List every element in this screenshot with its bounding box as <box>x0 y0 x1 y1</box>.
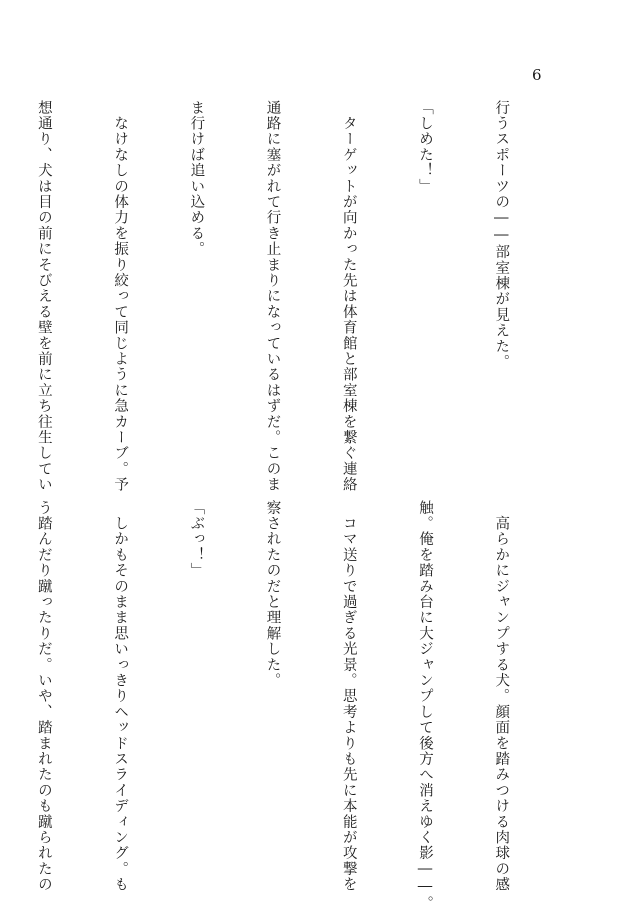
text-line: 「しめた！」 <box>416 100 433 195</box>
text-line: 触。俺を踏み台に大ジャンプして後方へ消えゆく影――。 <box>416 500 433 911</box>
text-line: 察されたのだと理解した。 <box>264 500 281 689</box>
text-line: なけなしの体力を振り絞って同じように急カーブ。予 <box>112 100 129 493</box>
text-line: 高らかにジャンプする犬。顔面を踏みつける肉球の感 <box>493 500 510 893</box>
text-line: ま行けば追い込める。 <box>188 100 205 257</box>
text-line: う踏んだり蹴ったりだ。いや、踏まれたのも蹴られたの <box>35 500 52 893</box>
text-line: ターゲットが向かった先は体育館と部室棟を繋ぐ連絡 <box>340 100 357 493</box>
text-line: 通路に塞がれて行き止まりになっているはずだ。このま <box>264 100 281 493</box>
text-line: 行うスポーツの――部室棟が見えた。 <box>493 100 510 370</box>
page-number: 6 <box>532 66 542 84</box>
text-line: しかもそのまま思いっきりヘッドスライディング。も <box>112 500 129 893</box>
text-line: 「ぶっ！」 <box>188 500 205 579</box>
text-line: 想通り、犬は目の前にそびえる壁を前に立ち往生してい <box>35 100 52 493</box>
text-block-top <box>35 100 564 493</box>
text-block-bottom <box>35 500 564 911</box>
text-line: コマ送りで過ぎる光景。思考よりも先に本能が攻撃を <box>340 500 357 893</box>
